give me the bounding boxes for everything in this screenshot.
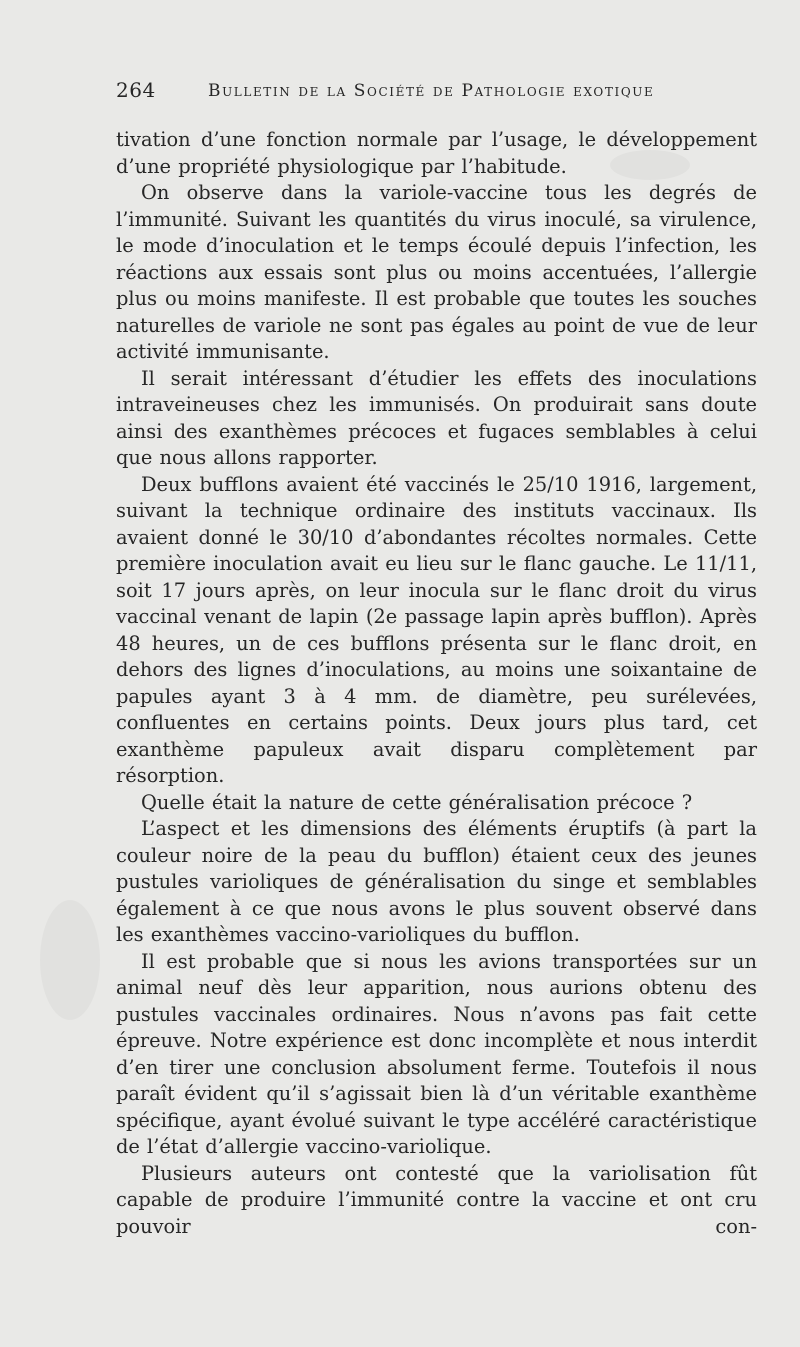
paragraph: L’aspect et les dimensions des éléments éruptifs (à part la couleur noire de la peau du bufflon) étaient ceux des jeunes pustules varioliques de généralisation du singe et semblables également à ce que nous avons le plus souvent observé dans les exanthèmes vaccino-varioliques du bufflon.: [116, 817, 757, 946]
paragraph: Il serait intéressant d’étudier les effets des inoculations intraveineuses chez les immunisés. On produirait sans doute ainsi des exanthèmes précoces et fugaces semblables à celui que nous allons rapporter.: [116, 366, 757, 469]
running-title: Bulletin de la Société de Pathologie exotique: [208, 81, 655, 101]
paragraph: Plusieurs auteurs ont contesté que la variolisation fût capable de produire l’immunité contre la vaccine et ont cru pouvoir con-: [116, 1161, 757, 1238]
paragraph: Quelle était la nature de cette généralisation précoce ?: [141, 790, 693, 814]
article-body: [116, 127, 757, 1240]
paragraph: Il est probable que si nous les avions transportées sur un animal neuf dès leur apparition, nous aurions obtenu des pustules vaccinales ordinaires. Nous n’avons pas fait cette épreuve. Notre expérience est donc incomplète et nous interdit d’en tirer une conclusion absolument ferme. Toutefois il nous paraît évident qu’il s’agissait bien là d’un véritable exanthème spécifique, ayant évolué suivant le type accéléré caractéristique de l’état d’allergie vaccino-variolique.: [116, 949, 757, 1158]
page-header: [116, 78, 736, 108]
paragraph: On observe dans la variole-vaccine tous les degrés de l’immunité. Suivant les quantités du virus inoculé, sa virulence, le mode d’inoculation et le temps écoulé depuis l’infection, les réactions aux essais sont plus ou moins accentuées, l’allergie plus ou moins manifeste. Il est probable que toutes les souches naturelles de variole ne sont pas égales au point de vue de leur activité immunisante.: [116, 181, 757, 363]
paper-stain: [40, 900, 100, 1020]
paragraph: Deux bufflons avaient été vaccinés le 25/10 1916, largement, suivant la technique ordinaire des instituts vaccinaux. Ils avaient donné le 30/10 d’abondantes récoltes normales. Cette première inoculation avait eu lieu sur le flanc gauche. Le 11/11, soit 17 jours après, on leur inocula sur le flanc droit du virus vaccinal venant de lapin (2e passage lapin après bufflon). Après 48 heures, un de ces bufflons présenta sur le flanc droit, en dehors des lignes d’inoculations, au moins une soixantaine de papules ayant 3 à 4 mm. de diamètre, peu surélevées, confluentes en certains points. Deux jours plus tard, cet exanthème papuleux avait disparu complètement par résorption.: [116, 472, 757, 787]
paragraph: tivation d’une fonction normale par l’usage, le développement d’une propriété physiologique par l’habitude.: [116, 128, 757, 178]
page-number: 264: [116, 78, 156, 102]
